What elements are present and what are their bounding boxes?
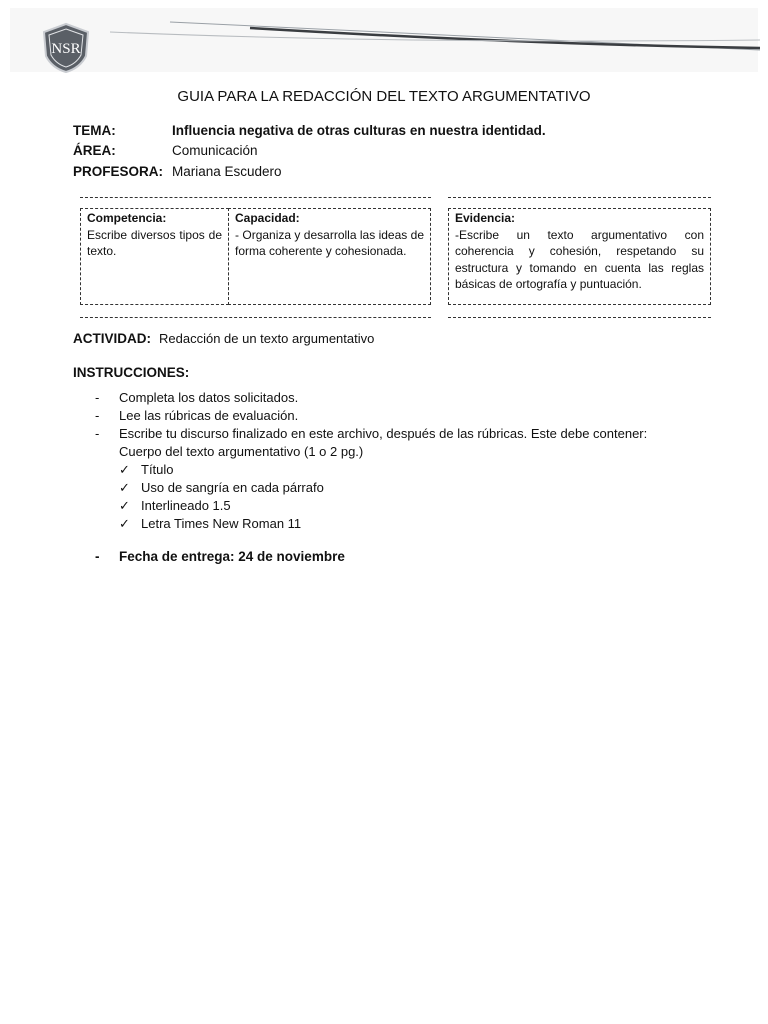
dash-bullet: - <box>95 426 100 441</box>
activity-value: Redacción de un texto argumentativo <box>159 331 375 346</box>
header-swoosh <box>100 10 760 70</box>
evidencia-text: -Escribe un texto argumentativo con coherencia y cohesión, respetando su estructura y tomando en cuenta las reglas básicas de ortografía y puntuación. <box>455 227 704 291</box>
field-tema-value: Influencia negativa de otras culturas en nuestra identidad. <box>172 123 546 138</box>
checkmark-icon: ✓ <box>119 462 130 477</box>
activity-label: ACTIVIDAD: <box>73 331 151 346</box>
dash-bullet: - <box>95 390 100 405</box>
field-area-label: ÁREA: <box>73 143 116 158</box>
list-continuation <box>95 443 695 461</box>
list-item <box>95 389 695 407</box>
check-item-text: Interlineado 1.5 <box>141 498 231 513</box>
evidencia-heading: Evidencia: <box>455 211 516 225</box>
list-item-text: Escribe tu discurso finalizado en este archivo, después de las rúbricas. Este debe contener: <box>119 426 648 441</box>
check-item <box>95 497 695 515</box>
page-title: GUIA PARA LA REDACCIÓN DEL TEXTO ARGUMENTATIVO <box>177 88 591 105</box>
field-profesora-value: Mariana Escudero <box>172 164 282 179</box>
list-item <box>95 425 695 443</box>
checkmark-icon: ✓ <box>119 498 130 513</box>
list-item-text: Lee las rúbricas de evaluación. <box>119 408 299 423</box>
check-item-text: Título <box>141 462 174 477</box>
activity <box>73 331 374 346</box>
check-item <box>95 479 695 497</box>
checkmark-icon: ✓ <box>119 516 130 531</box>
check-item <box>95 515 695 533</box>
capacidad-text: - Organiza y desarrolla las ideas de forma coherente y cohesionada. <box>235 227 424 258</box>
logo-text: NSR <box>51 41 81 57</box>
check-item <box>95 461 695 479</box>
due-date <box>95 549 345 564</box>
list-item-text: Completa los datos solicitados. <box>119 390 299 405</box>
school-logo <box>40 22 92 74</box>
continuation-text: Cuerpo del texto argumentativo (1 o 2 pg.) <box>119 444 364 459</box>
evidencia-cell <box>448 208 711 305</box>
list-item <box>95 407 695 425</box>
due-date-text: Fecha de entrega: 24 de noviembre <box>119 549 345 564</box>
competencia-text: Escribe diversos tipos de texto. <box>87 227 222 258</box>
checkmark-icon: ✓ <box>119 480 130 495</box>
competencia-heading: Competencia: <box>87 211 167 225</box>
dash-bullet: - <box>95 549 100 564</box>
instructions-title: INSTRUCCIONES: <box>73 365 190 380</box>
capacidad-heading: Capacidad: <box>235 211 300 225</box>
dash-bullet: - <box>95 408 100 423</box>
field-area-value: Comunicación <box>172 143 258 158</box>
field-tema-label: TEMA: <box>73 123 116 138</box>
field-profesora-label: PROFESORA: <box>73 164 164 179</box>
competencia-cell <box>80 208 229 305</box>
instructions-list <box>95 389 695 533</box>
check-item-text: Letra Times New Roman 11 <box>141 516 302 531</box>
capacidad-cell <box>228 208 431 305</box>
check-item-text: Uso de sangría en cada párrafo <box>141 480 324 495</box>
